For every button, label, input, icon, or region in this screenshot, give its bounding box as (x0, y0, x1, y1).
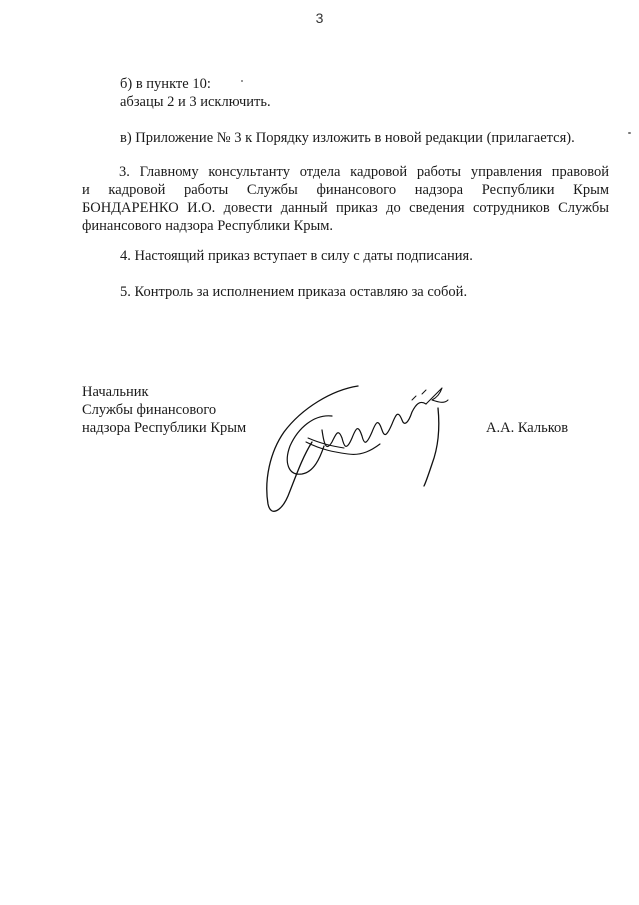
item-5-text: 5. Контроль за исполнением приказа оставляю за собой. (120, 284, 468, 300)
item-3-line: БОНДАРЕНКО И.О. довести данный приказ до сведения сотрудников Службы (82, 200, 609, 216)
item-3-line: финансового надзора Республики Крым. (82, 218, 334, 234)
page-number: 3 (315, 10, 324, 26)
signatory-title-line: Службы финансового (82, 402, 217, 418)
item-b-text: абзацы 2 и 3 исключить. (120, 94, 271, 110)
item-3-line: и кадровой работы Службы финансового надзора Республики Крым (82, 182, 609, 198)
scan-speck (628, 132, 631, 134)
item-3-line: 3. Главному консультанту отдела кадровой работы управления правовой (119, 164, 609, 180)
signatory-title-line: надзора Республики Крым (82, 420, 247, 436)
item-b-heading: б) в пункте 10: (120, 76, 211, 92)
scan-speck (241, 80, 243, 82)
handwritten-signature (262, 380, 452, 520)
signatory-title-line: Начальник (82, 384, 149, 400)
item-v-text: в) Приложение № 3 к Порядку изложить в новой редакции (прилагается). (120, 130, 575, 146)
item-4-text: 4. Настоящий приказ вступает в силу с даты подписания. (120, 248, 473, 264)
signatory-name: А.А. Кальков (486, 420, 569, 436)
item-3-paragraph (82, 163, 609, 235)
